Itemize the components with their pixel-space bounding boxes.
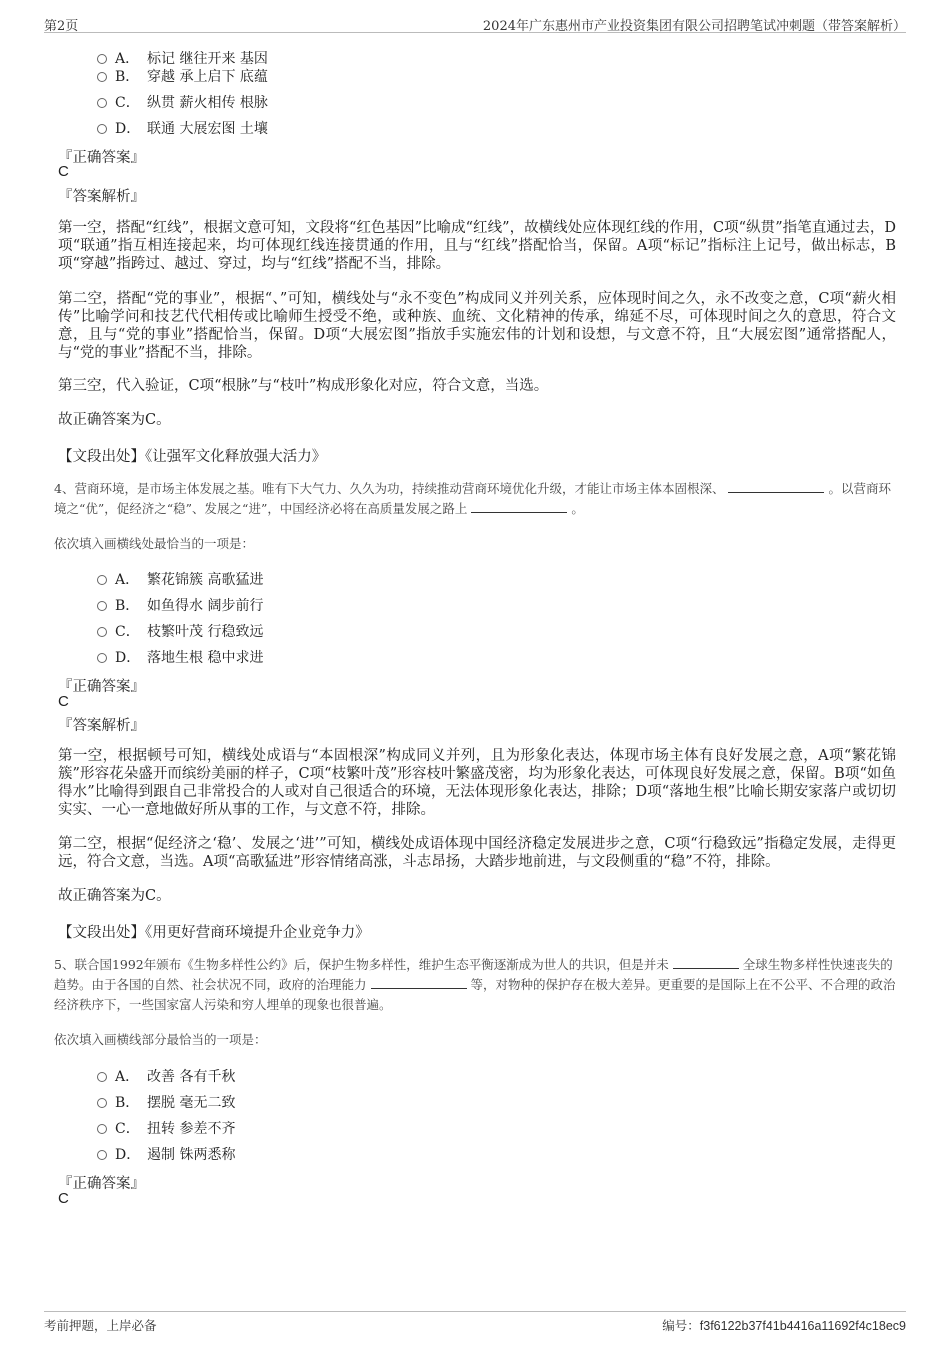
analysis-paragraph: 第一空，搭配“红线”，根据文意可知，文段将“红色基因”比喻成“红线”，故横线处应体现红线的作用，C项“纵贯”指笔直通过去，D项“联通”指互相连接起来，均可体现红线连接贯通的作用，且与“红线”搭配恰当，保留。A项“标记”指标注上记号，做出标志，B项“穿越”指跨过、越过、穿过，均与“红线”搭配不当，排除。 (58, 220, 896, 272)
answer-value: C (58, 1190, 69, 1207)
source-citation: 【文段出处】《用更好营商环境提升企业竞争力》 (58, 925, 370, 941)
radio-icon[interactable] (97, 653, 107, 663)
radio-icon[interactable] (97, 1150, 107, 1160)
analysis-paragraph: 第三空，代入验证，C项“根脉”与“枝叶”构成形象化对应，符合文意，当选。 (58, 378, 549, 394)
radio-icon[interactable] (97, 575, 107, 585)
q5-option-b[interactable]: B． 摆脱 毫无二致 (97, 1092, 235, 1112)
fill-blank (673, 957, 739, 969)
radio-icon[interactable] (97, 124, 107, 134)
q3-option-d[interactable]: D． 联通 大展宏图 土壤 (97, 118, 268, 138)
radio-icon[interactable] (97, 627, 107, 637)
analysis-paragraph: 第二空，根据“促经济之‘稳’、发展之‘进’”可知，横线处成语体现中国经济稳定发展进步之意，C项“行稳致远”指稳定发展，走得更远，符合文意，当选。A项“高歌猛进”形容情绪高涨，斗志昂扬，大踏步地前进，与文段侧重的“稳”不符，排除。 (58, 836, 896, 870)
page-header (44, 11, 906, 33)
answer-label: 『正确答案』 (58, 1176, 145, 1192)
q3-option-b[interactable]: B． 穿越 承上启下 底蕴 (97, 66, 268, 86)
q4-option-c[interactable]: C． 枝繁叶茂 行稳致远 (97, 621, 263, 641)
q5-option-c[interactable]: C． 扭转 参差不齐 (97, 1118, 235, 1138)
q3-option-c[interactable]: C． 纵贯 薪火相传 根脉 (97, 92, 268, 112)
q4-option-a[interactable]: A． 繁花锦簇 高歌猛进 (97, 569, 263, 589)
radio-icon[interactable] (97, 1098, 107, 1108)
question-stem: 4、营商环境，是市场主体发展之基。唯有下大气力、久久为功，持续推动营商环境优化升级，才能让市场主体本固根深、 。以营商环境之“优”，促经济之“稳”、发展之“进”，中国经济必将在高质量发展之路上 。 (54, 481, 891, 516)
radio-icon[interactable] (97, 98, 107, 108)
fill-blank (371, 977, 467, 989)
fill-blank (728, 481, 824, 493)
q3-option-a[interactable]: A． 标记 继往开来 基因 (97, 48, 268, 68)
analysis-paragraph: 故正确答案为C。 (58, 412, 171, 428)
q5-option-a[interactable]: A． 改善 各有千秋 (97, 1066, 235, 1086)
q4-option-d[interactable]: D． 落地生根 稳中求进 (97, 647, 263, 667)
analysis-paragraph: 第一空，根据顿号可知，横线处成语与“本固根深”构成同义并列，且为形象化表达，体现市场主体有良好发展之意，A项“繁花锦簇”形容花朵盛开而缤纷美丽的样子，C项“枝繁叶茂”形容枝叶繁盛茂密，均为形象化表达，可体现良好发展之意，保留。B项“如鱼得水”比喻得到跟自己非常投合的人或对自己很适合的环境，无法体现形象化表达，排除；D项“落地生根”比喻长期安家落户或切切实实、一心一意地做好所从事的工作，与文意不符，排除。 (58, 748, 896, 818)
answer-label: 『正确答案』 (58, 679, 145, 695)
page-footer (44, 1311, 906, 1333)
analysis-paragraph: 第二空，搭配“党的事业”，根据“、”可知，横线处与“永不变色”构成同义并列关系，应体现时间之久，永不改变之意，C项“薪火相传”比喻学问和技艺代代相传或比喻师生授受不绝，或种族、血统、文化精神的传承，绵延不尽，可体现时间之久的意思，符合文意，且与“党的事业”搭配恰当，保留。D项“大展宏图”指放手实施宏伟的计划和设想，与文意不符，且“大展宏图”通常搭配人，与“党的事业”搭配不当，排除。 (58, 291, 896, 361)
page-number: 第2页 (44, 19, 79, 34)
answer-value: C (58, 693, 69, 710)
answer-label: 『正确答案』 (58, 150, 145, 166)
source-citation: 【文段出处】《让强军文化释放强大活力》 (58, 449, 327, 465)
footer-slogan: 考前押题，上岸必备 (44, 1318, 157, 1333)
document-id: 编号：f3f6122b37f41b4416a11692f4c18ec9 (662, 1319, 906, 1333)
question-prompt: 依次填入画横线部分最恰当的一项是： (54, 1032, 267, 1047)
q4-option-b[interactable]: B． 如鱼得水 阔步前行 (97, 595, 263, 615)
question-prompt: 依次填入画横线处最恰当的一项是： (54, 536, 255, 551)
radio-icon[interactable] (97, 1072, 107, 1082)
analysis-label: 『答案解析』 (58, 718, 145, 734)
document-title: 2024年广东惠州市产业投资集团有限公司招聘笔试冲刺题（带答案解析） (482, 19, 906, 34)
radio-icon[interactable] (97, 601, 107, 611)
analysis-paragraph: 故正确答案为C。 (58, 888, 171, 904)
radio-icon[interactable] (97, 72, 107, 82)
analysis-label: 『答案解析』 (58, 189, 145, 205)
q5-option-d[interactable]: D． 遏制 铢两悉称 (97, 1144, 235, 1164)
question-stem: 5、联合国1992年颁布《生物多样性公约》后，保护生物多样性，维护生态平衡逐渐成为世人的共识，但是并未 全球生物多样性快速丧失的趋势。由于各国的自然、社会状况不同，政府的治理能力 等，对物种的保护存在极大差异。更重要的是国际上在不公平、不合理的政治经济秩序下，一些国家富人污染和穷人埋单的现象也很普遍。 (54, 957, 896, 1012)
radio-icon[interactable] (97, 54, 107, 64)
answer-value: C (58, 163, 69, 180)
radio-icon[interactable] (97, 1124, 107, 1134)
fill-blank (471, 501, 567, 513)
